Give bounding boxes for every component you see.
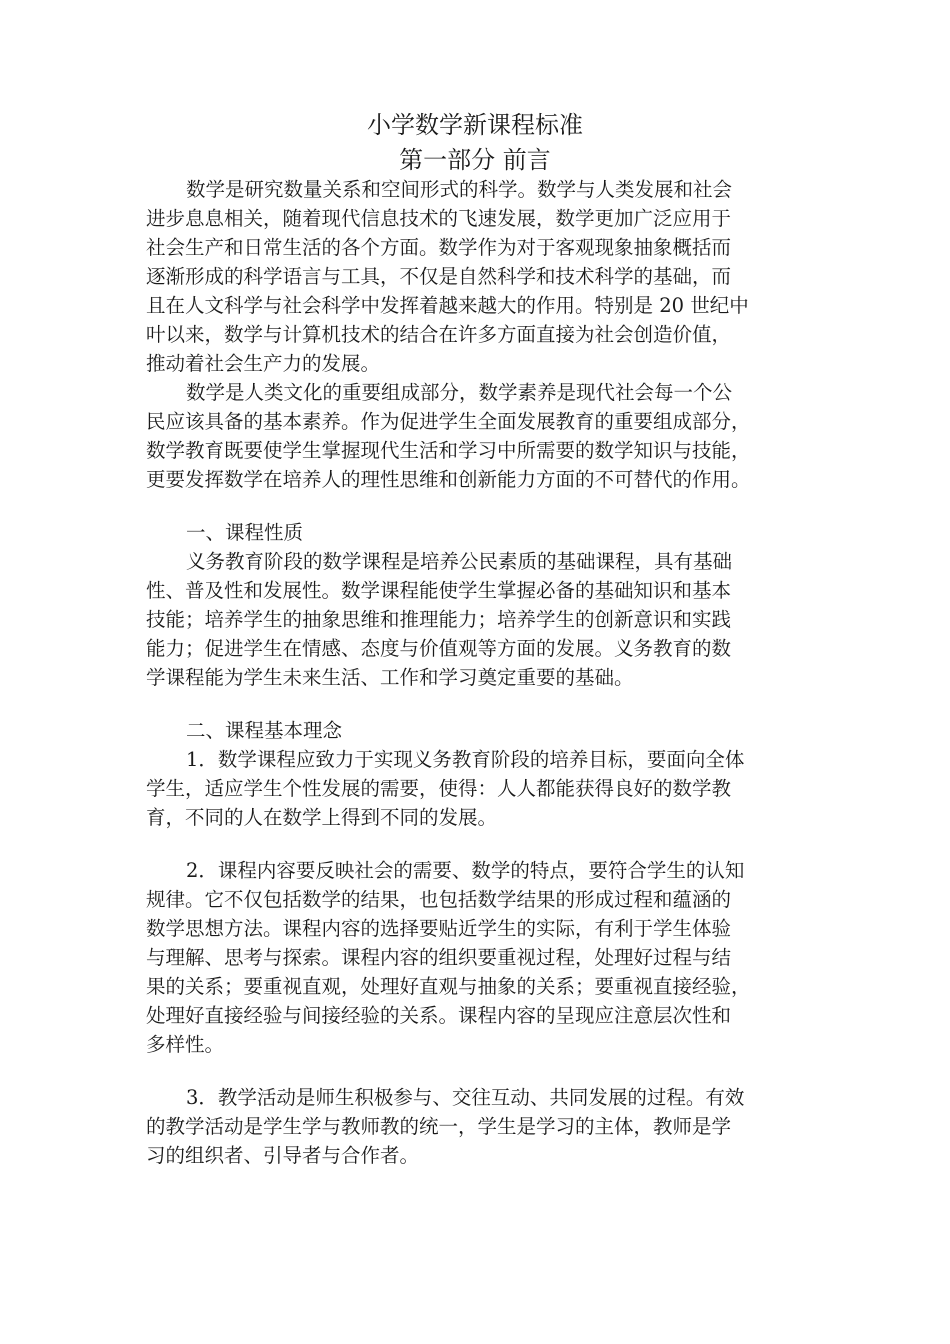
text-line: 数学是人类文化的重要组成部分，数学素养是现代社会每一个公: [186, 381, 733, 404]
section-heading: 一、课程性质: [186, 521, 304, 544]
text-line: 叶以来，数学与计算机技术的结合在许多方面直接为社会创造价值，: [146, 323, 732, 346]
text-line: 社会生产和日常生活的各个方面。数学作为对于客观现象抽象概括而: [146, 236, 732, 259]
text-line: 果的关系；要重视直观，处理好直观与抽象的关系；要重视直接经验，: [146, 975, 751, 998]
text-line: 与理解、思考与探索。课程内容的组织要重视过程，处理好过程与结: [146, 946, 732, 969]
text-line: 且在人文科学与社会科学中发挥着越来越大的作用。特别是 20 世纪中: [146, 294, 749, 317]
text-line: 1．数学课程应致力于实现义务教育阶段的培养目标，要面向全体: [186, 748, 745, 771]
text-line: 民应该具备的基本素养。作为促进学生全面发展教育的重要组成部分，: [146, 410, 751, 433]
text-line: 的教学活动是学生学与教师教的统一，学生是学习的主体，教师是学: [146, 1115, 732, 1138]
text-line: 数学思想方法。课程内容的选择要贴近学生的实际，有利于学生体验: [146, 917, 732, 940]
text-line: 能力；促进学生在情感、态度与价值观等方面的发展。义务教育的数: [146, 637, 732, 660]
text-line: 学生，适应学生个性发展的需要，使得：人人都能获得良好的数学教: [146, 777, 732, 800]
text-line: 数学是研究数量关系和空间形式的科学。数学与人类发展和社会: [186, 178, 733, 201]
text-line: 学课程能为学生未来生活、工作和学习奠定重要的基础。: [146, 666, 634, 689]
text-line: 技能；培养学生的抽象思维和推理能力；培养学生的创新意识和实践: [146, 608, 732, 631]
text-line: 习的组织者、引导者与合作者。: [146, 1144, 420, 1167]
text-line: 进步息息相关，随着现代信息技术的飞速发展，数学更加广泛应用于: [146, 207, 732, 230]
text-line: 3．教学活动是师生积极参与、交往互动、共同发展的过程。有效: [186, 1086, 745, 1109]
document-title: 小学数学新课程标准: [367, 111, 583, 139]
text-line: 推动着社会生产力的发展。: [146, 352, 381, 375]
text-line: 数学教育既要使学生掌握现代生活和学习中所需要的数学知识与技能，: [146, 439, 751, 462]
text-line: 处理好直接经验与间接经验的关系。课程内容的呈现应注意层次性和: [146, 1004, 732, 1027]
text-line: 2．课程内容要反映社会的需要、数学的特点，要符合学生的认知: [186, 859, 745, 882]
text-line: 多样性。: [146, 1033, 225, 1056]
text-line: 更要发挥数学在培养人的理性思维和创新能力方面的不可替代的作用。: [146, 468, 751, 491]
text-line: 育，不同的人在数学上得到不同的发展。: [146, 806, 498, 829]
text-line: 义务教育阶段的数学课程是培养公民素质的基础课程，具有基础: [186, 550, 733, 573]
document-subtitle: 第一部分 前言: [399, 146, 551, 174]
text-line: 逐渐形成的科学语言与工具，不仅是自然科学和技术科学的基础，而: [146, 265, 732, 288]
section-heading: 二、课程基本理念: [186, 719, 343, 742]
text-line: 规律。它不仅包括数学的结果，也包括数学结果的形成过程和蕴涵的: [146, 888, 732, 911]
text-line: 性、普及性和发展性。数学课程能使学生掌握必备的基础知识和基本: [146, 579, 732, 602]
